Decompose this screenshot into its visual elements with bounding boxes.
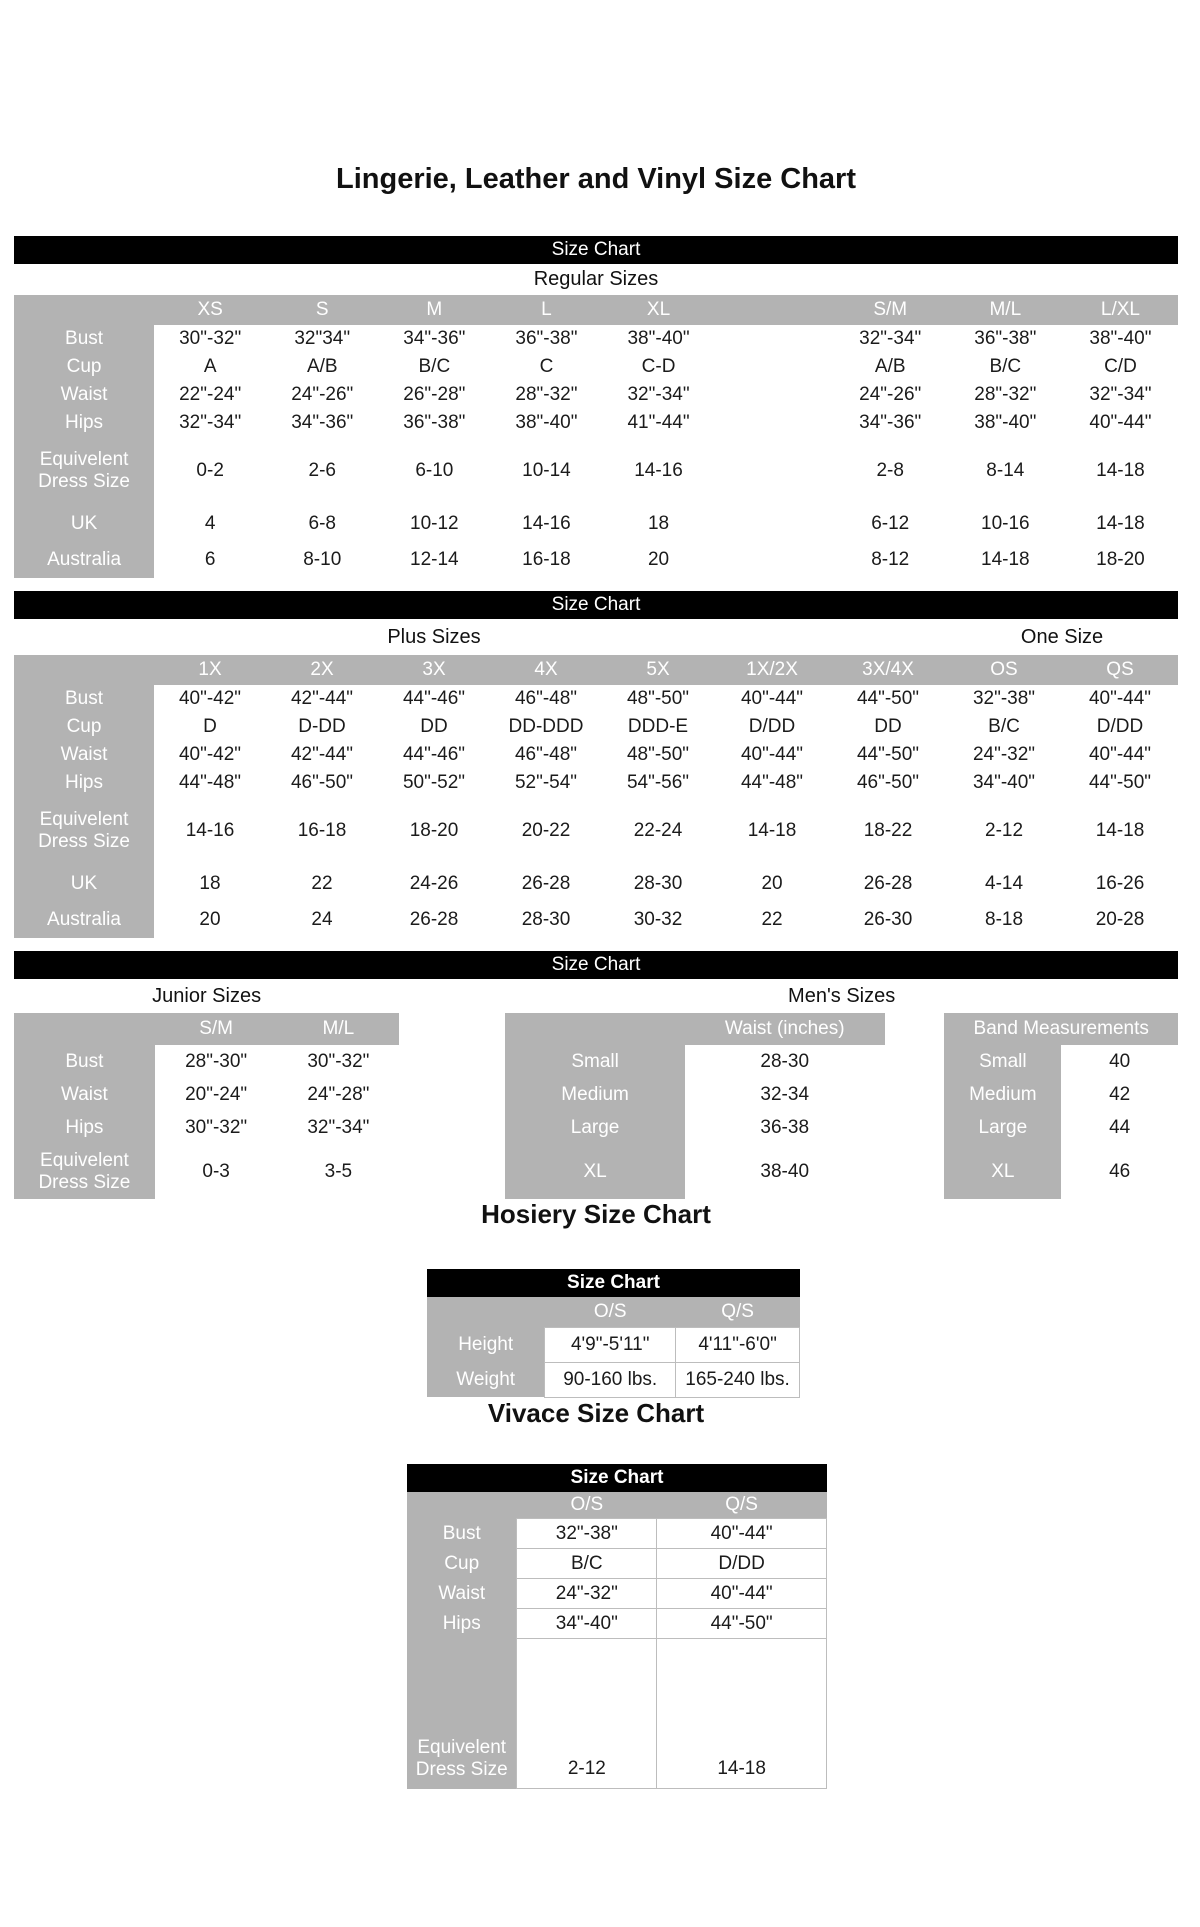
data-cell: 26-28 — [490, 865, 602, 902]
data-cell: 20 — [714, 865, 830, 902]
data-cell: 18-20 — [1063, 542, 1178, 578]
data-cell: C/D — [1063, 353, 1178, 381]
data-cell: 20 — [602, 542, 714, 578]
junior-sizes-table — [14, 1013, 399, 1199]
data-cell: 32"-38" — [946, 685, 1062, 713]
row-label: Bust — [14, 325, 154, 353]
data-cell: 50"-52" — [378, 769, 490, 797]
regular-sizes-label: Regular Sizes — [533, 268, 659, 290]
table-row — [14, 437, 1178, 505]
data-cell: 38"-40" — [948, 409, 1063, 437]
corner-cell — [14, 295, 154, 325]
spacer-cell — [714, 619, 946, 655]
corner-cell — [505, 1013, 685, 1045]
junior-sizes-block — [14, 979, 399, 1199]
data-cell: 6 — [154, 542, 266, 578]
data-cell: 18 — [154, 865, 266, 902]
data-cell: 4'9"-5'11" — [545, 1327, 676, 1362]
table-row — [14, 769, 1178, 797]
data-cell: 38"-40" — [1063, 325, 1178, 353]
table-row — [14, 865, 1178, 902]
data-cell: 44"-48" — [154, 769, 266, 797]
table-row — [427, 1327, 800, 1362]
plus-sizes-label: Plus Sizes — [154, 619, 714, 655]
data-cell — [715, 381, 833, 409]
row-label: Australia — [14, 542, 154, 578]
data-cell: 24"-32" — [517, 1579, 657, 1609]
data-cell: 38-40 — [685, 1144, 885, 1199]
row-label: Australia — [14, 902, 154, 938]
spacer-cell — [14, 619, 154, 655]
data-cell: 24-26 — [378, 865, 490, 902]
data-cell: 46"-50" — [266, 769, 378, 797]
data-cell: 16-18 — [490, 542, 602, 578]
size-chart-bar: Size Chart — [407, 1464, 827, 1492]
regular-sizes-table — [14, 295, 1178, 578]
column-header: L — [490, 295, 602, 325]
column-header: O/S — [545, 1297, 676, 1327]
data-cell: 10-14 — [490, 437, 602, 505]
size-chart-bar: Size Chart — [427, 1269, 800, 1297]
hosiery-table — [427, 1297, 800, 1398]
data-cell: 3-5 — [278, 1144, 400, 1199]
plus-sizes-table — [14, 619, 1178, 938]
data-cell: 32"-34" — [602, 381, 714, 409]
data-cell — [715, 409, 833, 437]
band-measurements-table — [944, 1013, 1178, 1199]
plus-group-row — [14, 619, 1178, 655]
column-header: Q/S — [676, 1297, 800, 1327]
row-label: Bust — [14, 1045, 155, 1078]
data-cell: 24"-26" — [266, 381, 378, 409]
data-cell: DDD-E — [602, 713, 714, 741]
data-cell: 20-28 — [1062, 902, 1178, 938]
column-header: XS — [154, 295, 266, 325]
data-cell: 14-18 — [1063, 505, 1178, 542]
corner-cell — [14, 1013, 155, 1045]
data-cell: 44"-50" — [1062, 769, 1178, 797]
data-cell: D/DD — [1062, 713, 1178, 741]
header-row — [14, 1013, 399, 1045]
table-row — [14, 797, 1178, 865]
data-cell: 24"-32" — [946, 741, 1062, 769]
column-header: M/L — [278, 1013, 400, 1045]
data-cell: 40"-44" — [1063, 409, 1178, 437]
mens-sizes-block — [505, 979, 1178, 1199]
row-label: Waist — [14, 741, 154, 769]
row-label: Cup — [14, 713, 154, 741]
vivace-block — [407, 1464, 827, 1790]
table-row — [944, 1078, 1178, 1111]
data-cell: 18 — [602, 505, 714, 542]
row-label: Waist — [14, 381, 154, 409]
mens-table-gap — [885, 1013, 945, 1199]
data-cell: 20"-24" — [155, 1078, 278, 1111]
data-cell: 14-18 — [714, 797, 830, 865]
column-header: 3X — [378, 655, 490, 685]
table-row — [14, 353, 1178, 381]
row-label: Equivelent Dress Size — [14, 437, 154, 505]
data-cell: 0-2 — [154, 437, 266, 505]
table-row — [14, 409, 1178, 437]
data-cell: 30"-32" — [278, 1045, 400, 1078]
column-header: QS — [1062, 655, 1178, 685]
row-label: UK — [14, 505, 154, 542]
data-cell: 40"-44" — [657, 1519, 827, 1549]
table-row — [14, 1144, 399, 1199]
data-cell: 18-20 — [378, 797, 490, 865]
data-cell: 42 — [1061, 1078, 1178, 1111]
row-label: Cup — [407, 1549, 517, 1579]
vivace-title: Vivace Size Chart — [487, 1397, 705, 1428]
data-cell: 26-30 — [830, 902, 946, 938]
header-row — [14, 655, 1178, 685]
vivace-table — [407, 1492, 827, 1790]
data-cell: 46"-50" — [830, 769, 946, 797]
mens-waist-table — [505, 1013, 884, 1199]
data-cell: 40 — [1061, 1045, 1178, 1078]
table-row — [407, 1549, 827, 1579]
row-label: Medium — [944, 1078, 1061, 1111]
data-cell: A/B — [266, 353, 378, 381]
data-cell: 14-18 — [1063, 437, 1178, 505]
data-cell: DD — [830, 713, 946, 741]
header-row — [944, 1013, 1178, 1045]
table-row — [407, 1609, 827, 1639]
data-cell: 40"-42" — [154, 685, 266, 713]
data-cell — [715, 505, 833, 542]
data-cell: 0-3 — [155, 1144, 278, 1199]
data-cell: 10-16 — [948, 505, 1063, 542]
table-row — [944, 1144, 1178, 1199]
data-cell: 38"-40" — [602, 325, 714, 353]
data-cell: 40"-44" — [657, 1579, 827, 1609]
data-cell: 28-30 — [602, 865, 714, 902]
column-header: S/M — [155, 1013, 278, 1045]
row-label: Hips — [14, 1111, 155, 1144]
row-label: UK — [14, 865, 154, 902]
data-cell: 12-14 — [378, 542, 490, 578]
data-cell: 28"-32" — [490, 381, 602, 409]
data-cell: 42"-44" — [266, 741, 378, 769]
data-cell: 32"-34" — [278, 1111, 400, 1144]
data-cell: 34"-36" — [378, 325, 490, 353]
data-cell: 22 — [266, 865, 378, 902]
data-cell: B/C — [378, 353, 490, 381]
data-cell: 24 — [266, 902, 378, 938]
data-cell: 32"-34" — [833, 325, 948, 353]
data-cell: 42"-44" — [266, 685, 378, 713]
row-label: Waist — [407, 1579, 517, 1609]
mens-sizes-label: Men's Sizes — [788, 985, 896, 1007]
column-header — [715, 295, 833, 325]
data-cell: 40"-44" — [714, 741, 830, 769]
data-cell: 40"-44" — [1062, 741, 1178, 769]
row-label: Large — [505, 1111, 685, 1144]
data-cell: 34"-36" — [266, 409, 378, 437]
one-size-label: One Size — [946, 619, 1178, 655]
column-header: XL — [602, 295, 714, 325]
data-cell: 4 — [154, 505, 266, 542]
column-header: 4X — [490, 655, 602, 685]
table-row — [14, 325, 1178, 353]
page-title: Lingerie, Leather and Vinyl Size Chart — [336, 163, 856, 195]
data-cell: 40"-42" — [154, 741, 266, 769]
data-cell: A/B — [833, 353, 948, 381]
header-row — [427, 1297, 800, 1327]
column-header: M — [378, 295, 490, 325]
data-cell: 2-6 — [266, 437, 378, 505]
data-cell: 8-18 — [946, 902, 1062, 938]
data-cell: B/C — [946, 713, 1062, 741]
data-cell: 8-14 — [948, 437, 1063, 505]
table-row — [505, 1144, 884, 1199]
data-cell: 34"-40" — [946, 769, 1062, 797]
hosiery-title: Hosiery Size Chart — [481, 1199, 711, 1229]
row-label: Bust — [14, 685, 154, 713]
data-cell: 90-160 lbs. — [545, 1362, 676, 1397]
data-cell: 14-16 — [602, 437, 714, 505]
data-cell: 32"-34" — [154, 409, 266, 437]
table-row — [14, 542, 1178, 578]
row-label: Hips — [14, 409, 154, 437]
data-cell: 46"-48" — [490, 685, 602, 713]
corner-cell — [427, 1297, 545, 1327]
table-row — [505, 1111, 884, 1144]
size-chart-bar: Size Chart — [14, 951, 1178, 979]
data-cell: 48"-50" — [602, 741, 714, 769]
data-cell: 2-12 — [517, 1639, 657, 1789]
data-cell: D — [154, 713, 266, 741]
data-cell: 44"-46" — [378, 741, 490, 769]
row-label: Small — [944, 1045, 1061, 1078]
data-cell: 26"-28" — [378, 381, 490, 409]
table-row — [14, 713, 1178, 741]
row-label: Equivelent Dress Size — [14, 797, 154, 865]
table-row — [944, 1045, 1178, 1078]
data-cell: A — [154, 353, 266, 381]
data-cell: 24"-26" — [833, 381, 948, 409]
data-cell: 26-28 — [830, 865, 946, 902]
column-header: O/S — [517, 1492, 657, 1519]
data-cell: D/DD — [657, 1549, 827, 1579]
data-cell: 36"-38" — [948, 325, 1063, 353]
table-row — [14, 505, 1178, 542]
data-cell: 52"-54" — [490, 769, 602, 797]
row-label: Equivelent Dress Size — [14, 1144, 155, 1199]
data-cell — [715, 353, 833, 381]
data-cell: 32-34 — [685, 1078, 885, 1111]
data-cell: B/C — [517, 1549, 657, 1579]
data-cell: 28"-32" — [948, 381, 1063, 409]
table-row — [14, 1111, 399, 1144]
data-cell: B/C — [948, 353, 1063, 381]
column-header: 5X — [602, 655, 714, 685]
table-row — [14, 1045, 399, 1078]
data-cell — [715, 325, 833, 353]
row-label: Waist — [14, 1078, 155, 1111]
row-label: Height — [427, 1327, 545, 1362]
data-cell: 34"-40" — [517, 1609, 657, 1639]
row-label: Equivelent Dress Size — [407, 1639, 517, 1789]
corner-cell — [14, 655, 154, 685]
data-cell: 40"-44" — [714, 685, 830, 713]
data-cell: 54"-56" — [602, 769, 714, 797]
data-cell: C — [490, 353, 602, 381]
data-cell: 44"-46" — [378, 685, 490, 713]
column-header: S/M — [833, 295, 948, 325]
data-cell: 6-12 — [833, 505, 948, 542]
row-label: XL — [505, 1144, 685, 1199]
data-cell: 26-28 — [378, 902, 490, 938]
table-row — [427, 1362, 800, 1397]
data-cell: C-D — [602, 353, 714, 381]
data-cell: 36"-38" — [490, 325, 602, 353]
corner-cell — [407, 1492, 517, 1519]
column-header: 1X — [154, 655, 266, 685]
data-cell: 44"-50" — [657, 1609, 827, 1639]
data-cell: 24"-28" — [278, 1078, 400, 1111]
table-row — [505, 1045, 884, 1078]
row-label: Hips — [407, 1609, 517, 1639]
column-header: L/XL — [1063, 295, 1178, 325]
row-label: Weight — [427, 1362, 545, 1397]
data-cell: 38"-40" — [490, 409, 602, 437]
junior-sizes-label: Junior Sizes — [152, 985, 262, 1007]
data-cell — [715, 542, 833, 578]
data-cell: 32"34" — [266, 325, 378, 353]
data-cell: 44"-48" — [714, 769, 830, 797]
data-cell: 30"-32" — [155, 1111, 278, 1144]
mens-tables — [505, 1013, 1178, 1199]
data-cell: 14-18 — [948, 542, 1063, 578]
junior-mens-section — [14, 979, 1178, 1199]
data-cell: 40"-44" — [1062, 685, 1178, 713]
table-row — [14, 1078, 399, 1111]
row-label: Large — [944, 1111, 1061, 1144]
data-cell: D-DD — [266, 713, 378, 741]
data-cell: 28-30 — [490, 902, 602, 938]
data-cell: 46"-48" — [490, 741, 602, 769]
data-cell: 6-10 — [378, 437, 490, 505]
data-cell: 32"-38" — [517, 1519, 657, 1549]
data-cell: 41"-44" — [602, 409, 714, 437]
data-cell: 14-16 — [154, 797, 266, 865]
table-row — [14, 381, 1178, 409]
data-cell: 48"-50" — [602, 685, 714, 713]
data-cell: 8-10 — [266, 542, 378, 578]
data-cell: 18-22 — [830, 797, 946, 865]
table-row — [407, 1579, 827, 1609]
table-row — [14, 741, 1178, 769]
data-cell: 30-32 — [602, 902, 714, 938]
data-cell: 2-12 — [946, 797, 1062, 865]
data-cell: D/DD — [714, 713, 830, 741]
data-cell: 4-14 — [946, 865, 1062, 902]
column-header: Waist (inches) — [685, 1013, 885, 1045]
data-cell: 44"-50" — [830, 741, 946, 769]
data-cell: 4'11"-6'0" — [676, 1327, 800, 1362]
data-cell: 16-26 — [1062, 865, 1178, 902]
column-header: Band Measurements — [944, 1013, 1178, 1045]
table-row — [407, 1639, 827, 1789]
data-cell: 22-24 — [602, 797, 714, 865]
data-cell: 14-16 — [490, 505, 602, 542]
data-cell: 28"-30" — [155, 1045, 278, 1078]
data-cell: 20-22 — [490, 797, 602, 865]
table-row — [505, 1078, 884, 1111]
data-cell: 20 — [154, 902, 266, 938]
page-content — [14, 0, 1178, 1789]
header-row — [505, 1013, 884, 1045]
data-cell: 2-8 — [833, 437, 948, 505]
column-header: Q/S — [657, 1492, 827, 1519]
data-cell: 14-18 — [657, 1639, 827, 1789]
column-header: S — [266, 295, 378, 325]
data-cell: 6-8 — [266, 505, 378, 542]
hosiery-block — [427, 1269, 800, 1398]
data-cell: 165-240 lbs. — [676, 1362, 800, 1397]
data-cell: 36"-38" — [378, 409, 490, 437]
data-cell: 10-12 — [378, 505, 490, 542]
row-label: Hips — [14, 769, 154, 797]
data-cell: 22 — [714, 902, 830, 938]
data-cell: DD — [378, 713, 490, 741]
table-row — [14, 685, 1178, 713]
data-cell: 44"-50" — [830, 685, 946, 713]
table-row — [14, 902, 1178, 938]
data-cell: DD-DDD — [490, 713, 602, 741]
row-label: Cup — [14, 353, 154, 381]
size-chart-bar: Size Chart — [14, 591, 1178, 619]
column-header: 3X/4X — [830, 655, 946, 685]
column-header: OS — [946, 655, 1062, 685]
data-cell: 34"-36" — [833, 409, 948, 437]
data-cell: 22"-24" — [154, 381, 266, 409]
data-cell: 8-12 — [833, 542, 948, 578]
column-header: 1X/2X — [714, 655, 830, 685]
data-cell: 14-18 — [1062, 797, 1178, 865]
header-row — [14, 295, 1178, 325]
row-label: Medium — [505, 1078, 685, 1111]
data-cell: 46 — [1061, 1144, 1178, 1199]
row-label: XL — [944, 1144, 1061, 1199]
data-cell: 36-38 — [685, 1111, 885, 1144]
data-cell: 28-30 — [685, 1045, 885, 1078]
data-cell: 44 — [1061, 1111, 1178, 1144]
row-label: Small — [505, 1045, 685, 1078]
data-cell: 16-18 — [266, 797, 378, 865]
header-row — [407, 1492, 827, 1519]
data-cell: 32"-34" — [1063, 381, 1178, 409]
column-header: 2X — [266, 655, 378, 685]
data-cell — [715, 437, 833, 505]
size-chart-bar: Size Chart — [14, 236, 1178, 264]
row-label: Bust — [407, 1519, 517, 1549]
table-row — [407, 1519, 827, 1549]
column-header: M/L — [948, 295, 1063, 325]
data-cell: 30"-32" — [154, 325, 266, 353]
table-row — [944, 1111, 1178, 1144]
